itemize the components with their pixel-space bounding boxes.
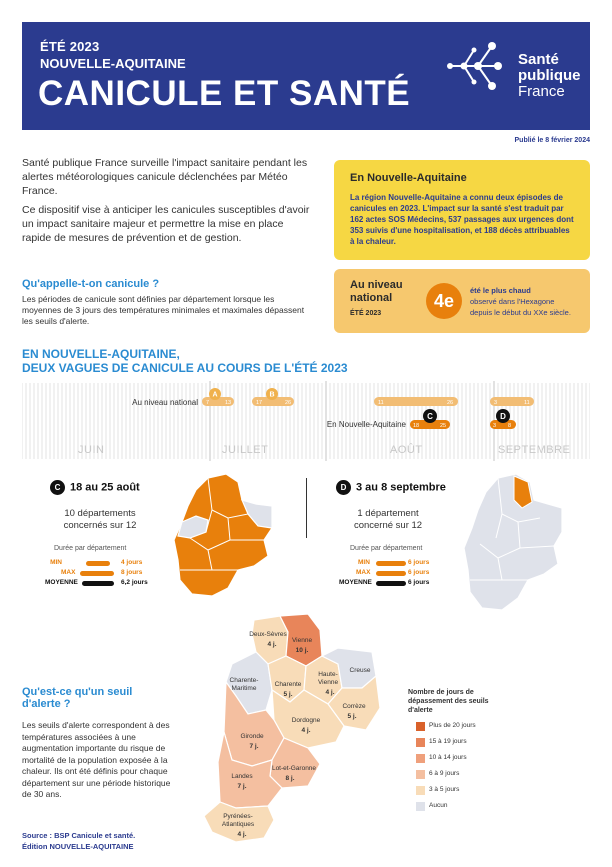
- highlight-text: La région Nouvelle-Aquitaine a connu deux épisodes de canicules en 2023. L'impact sur la santé s'est traduit par 162 actes SOS Médecins, 537 passages aux urgences dont 353 suivis d'une hospitalisation, et 188 décès attribuables à la chaleur.: [350, 193, 574, 246]
- row-label-region: En Nouvelle-Aquitaine: [326, 420, 406, 429]
- dept-label-gironde: Gironde: [240, 733, 264, 740]
- dept-label-correze: Corrèze: [342, 703, 366, 710]
- dept-label-haute-vienne: Haute-Vienne: [317, 671, 339, 686]
- section-title-line-2: DEUX VAGUES DE CANICULE AU COURS DE L'ÉTÉ 2023: [22, 361, 348, 375]
- row-label-national: Au niveau national: [132, 398, 198, 407]
- wave-c-max-label: MAX: [61, 569, 76, 576]
- wave-a-end: 13: [225, 400, 232, 406]
- wave-c-map: [168, 470, 278, 600]
- wave-d-header: [336, 480, 446, 495]
- source-note: [22, 830, 135, 852]
- national-desc-1: été le plus chaud: [470, 286, 531, 295]
- wave-d-badge: D: [336, 480, 351, 495]
- dept-days-pyrenees-atlantiques: 4 j.: [237, 831, 247, 838]
- national-desc: [470, 285, 571, 318]
- dept-days-haute-vienne: 4 j.: [325, 689, 335, 696]
- intro-text: [22, 156, 312, 250]
- wave-c-max-bar: [80, 571, 114, 576]
- logo-text-1: Santé: [518, 51, 559, 68]
- month-label-september: SEPTEMBRE: [498, 444, 571, 456]
- month-label-july: JUILLET: [222, 444, 269, 456]
- wave-d-avg-value: 6 jours: [408, 579, 430, 586]
- header-banner: [22, 22, 590, 130]
- seuil-title-1: Qu'est-ce qu'un seuil: [22, 686, 133, 698]
- dept-days-charente: 5 j.: [283, 691, 293, 698]
- wave-d-concerned: [328, 508, 448, 532]
- national-desc-3: depuis le début du XXe siècle.: [470, 308, 571, 317]
- legend-item: [429, 722, 476, 729]
- seuil-title: [22, 686, 182, 710]
- wave-d-start: 3: [493, 423, 497, 429]
- spf-logo-icon: [440, 36, 510, 96]
- dept-days-lot-et-garonne: 8 j.: [285, 775, 295, 782]
- national-year: ÉTÉ 2023: [350, 310, 382, 317]
- wave-letter-c: C: [427, 412, 433, 421]
- dept-label-creuse: Creuse: [349, 667, 371, 674]
- published-date: Publié le 8 février 2024: [514, 137, 590, 144]
- dept-days-correze: 5 j.: [347, 713, 357, 720]
- season-label: ÉTÉ 2023: [40, 39, 100, 54]
- wave-c-header: [50, 480, 140, 495]
- highlight-title: En Nouvelle-Aquitaine: [350, 172, 467, 184]
- national-desc-2: observé dans l'Hexagone: [470, 297, 555, 306]
- seuil-text: Les seuils d'alerte correspondent à des températures associées à une augmentation importante du risque de mortalité de la population exposée à la chaleur. Ils ont été définis pour chaque département sur une période historique de 30 ans.: [22, 720, 171, 799]
- wave-d-end: 8: [508, 423, 512, 429]
- wave-d-max-bar: [376, 571, 406, 576]
- source-line-2: Édition NOUVELLE-AQUITAINE: [22, 842, 134, 851]
- wave-b-end: 26: [285, 400, 292, 406]
- month-label-june: JUIN: [78, 444, 105, 456]
- legend-label: Plus de 20 jours: [429, 722, 476, 729]
- dept-days-deux-sevres: 4 j.: [267, 641, 277, 648]
- dept-label-charente: Charente: [274, 681, 302, 688]
- legend-label: 15 à 19 jours: [429, 738, 467, 745]
- month-label-august: AOÛT: [390, 444, 423, 456]
- dept-label-landes: Landes: [231, 773, 253, 780]
- logo-text-2: publique: [518, 67, 581, 84]
- wave-letter-b: B: [269, 391, 275, 399]
- wave-c-concerned: [40, 508, 160, 532]
- highlight-box: [334, 160, 590, 260]
- wave-c-end: 25: [440, 423, 447, 429]
- definition-title: Qu'appelle-t-on canicule ?: [22, 278, 160, 290]
- region-label: NOUVELLE-AQUITAINE: [40, 56, 186, 71]
- section-title-line-1: EN NOUVELLE-AQUITAINE,: [22, 347, 180, 361]
- legend-swatch: [416, 738, 425, 747]
- legend-label: 3 à 5 jours: [429, 786, 460, 793]
- wave-d-min-value: 6 jours: [408, 559, 430, 566]
- dept-label-dordogne: Dordogne: [291, 717, 321, 724]
- spf-logo: [440, 36, 580, 111]
- wave-c-avg-label: MOYENNE: [45, 579, 78, 586]
- wave-b-start: 17: [256, 400, 263, 406]
- wave-c-national-start: 11: [378, 400, 384, 406]
- wave-letter-a: A: [212, 391, 218, 399]
- wave-bar-c-national: [374, 397, 458, 406]
- dept-days-gironde: 7 j.: [249, 743, 259, 750]
- wave-c-avg-value: 6,2 jours: [121, 579, 148, 586]
- dept-label-lot-et-garonne: Lot-et-Garonne: [271, 765, 317, 772]
- wave-d-national-start: 3: [494, 400, 498, 406]
- national-heading: [350, 279, 403, 305]
- seuil-block: [22, 686, 182, 801]
- wave-d-max-value: 6 jours: [408, 569, 430, 576]
- intro-paragraph-1: Santé publique France surveille l'impact sanitaire pendant les alertes météorologiques canicule déclenchées par Météo France.: [22, 157, 308, 197]
- department-map: [196, 612, 410, 844]
- wave-d-avg-bar: [376, 581, 406, 586]
- wave-d-affected: [514, 476, 532, 508]
- legend-title: Nombre de jours de dépassement des seuils d'alerte: [408, 689, 489, 714]
- wave-c-duration-title: Durée par département: [54, 545, 127, 552]
- legend-label: 6 à 9 jours: [429, 770, 460, 777]
- dept-days-vienne: 10 j.: [295, 647, 309, 654]
- legend-swatch: [416, 786, 425, 795]
- wave-c-badge: C: [50, 480, 65, 495]
- legend-item: [429, 754, 467, 761]
- wave-c-min-label: MIN: [50, 559, 62, 566]
- definition-block: [22, 278, 312, 327]
- legend-item: [429, 770, 459, 777]
- legend-swatch: [416, 770, 425, 779]
- wave-d-max-label: MAX: [356, 569, 371, 576]
- wave-letter-d: D: [500, 412, 506, 421]
- wave-d-map: [458, 470, 568, 620]
- legend-swatch: [416, 722, 425, 731]
- section-title: [22, 347, 348, 375]
- wave-d-region-shape: [464, 474, 562, 610]
- wave-d-min-bar: [376, 561, 406, 566]
- wave-d-min-label: MIN: [358, 559, 370, 566]
- dept-days-landes: 7 j.: [237, 783, 247, 790]
- legend-label: 10 à 14 jours: [429, 754, 467, 761]
- wave-d-concerned-2: concerné sur 12: [353, 520, 423, 531]
- national-line-2: national: [350, 292, 393, 304]
- wave-c-min-value: 4 jours: [121, 559, 143, 566]
- seuil-title-2: d'alerte ?: [22, 698, 71, 710]
- rank-badge: 4e: [426, 283, 462, 319]
- intro-paragraph-2: Ce dispositif vise à anticiper les canicules susceptibles d'avoir un impact sanitaire majeur et permettre la mise en place rapide de mesures de prévention et de gestion.: [22, 204, 310, 244]
- dept-label-pyrenees-atlantiques: Pyrénées-Atlantiques: [221, 813, 255, 828]
- logo-text-3: France: [518, 83, 565, 100]
- legend-item: [429, 738, 467, 745]
- legend-label: Aucun: [429, 802, 448, 809]
- wave-a-start: 7: [206, 400, 210, 406]
- wave-c-concerned-2: concernés sur 12: [63, 520, 137, 531]
- legend-swatch: [416, 802, 425, 811]
- legend-item: [429, 786, 459, 793]
- wave-d-national-end: 11: [524, 400, 530, 406]
- source-line-1: Source : BSP Canicule et santé.: [22, 831, 136, 840]
- wave-c-avg-bar: [82, 581, 114, 586]
- wave-d-concerned-1: 1 département: [357, 508, 419, 519]
- wave-c-range: 18 au 25 août: [70, 481, 140, 494]
- legend-swatch: [416, 754, 425, 763]
- definition-text: Les périodes de canicule sont définies par département lorsque les moyennes de 3 jours des températures minimales et maximales dépassent les seuils d'alerte.: [22, 294, 305, 326]
- dept-label-charente-maritime: Charente-Maritime: [229, 677, 259, 692]
- wave-d-avg-label: MOYENNE: [339, 579, 372, 586]
- dept-days-dordogne: 4 j.: [301, 727, 311, 734]
- wave-c-min-bar: [86, 561, 110, 566]
- national-line-1: Au niveau: [350, 279, 403, 291]
- dept-label-deux-sevres: Deux-Sèvres: [249, 631, 287, 638]
- wave-d-range: 3 au 8 septembre: [356, 481, 446, 494]
- national-box: [334, 269, 590, 333]
- wave-divider: [306, 478, 307, 538]
- wave-c-max-value: 8 jours: [121, 569, 143, 576]
- wave-c-start: 18: [413, 423, 420, 429]
- wave-c-national-end: 26: [447, 400, 454, 406]
- page-title: CANICULE ET SANTÉ: [38, 74, 411, 113]
- wave-c-concerned-1: 10 départements: [64, 508, 136, 519]
- wave-d-duration-title: Durée par département: [350, 545, 423, 552]
- dept-label-vienne: Vienne: [291, 637, 313, 644]
- legend-item: [429, 802, 447, 809]
